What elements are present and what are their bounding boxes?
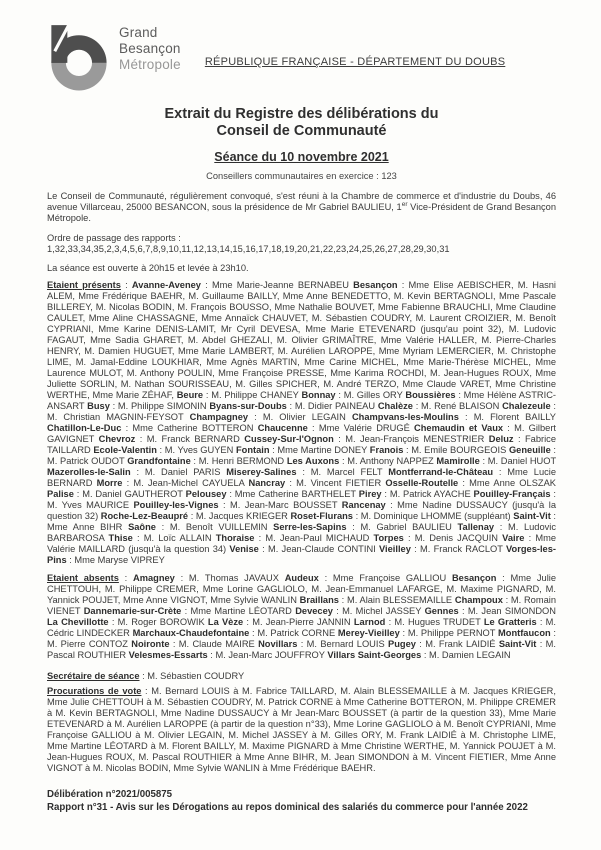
logo-wordmark	[119, 25, 181, 94]
deliberation-number: Délibération n°2021/005875	[47, 789, 173, 800]
grand-besancon-logo	[47, 24, 181, 94]
session-date-heading: Séance du 10 novembre 2021	[214, 150, 389, 164]
vote-proxies-paragraph: Procurations de vote : M. Bernard LOUIS à M. Fabrice TAILLARD, M. Alain BLESSEMAILLE à M. Jacques KRIEGER, Mme Julie CHETTOUH à M. Sébastien COUDRY, M. Patrick CORNE à Mme Catherine BOTTERON, M. Philippe CREMER à M. Kevin BERTAGNOLI, Mme Nadine DUSSAUCY à Mr Jean-Marc BOUSSET (à partir de la question 33), Mme Marie ETEVENARD à M. Aurélien LAROPPE (à partir de la question n°33), Mme Lorine GAGLIOLO à M. Benoît CYPRIANI, Mme Françoise GALLIOU à M. Olivier LEGAIN, M. Michel JASSEY à M. Gilles ORY, M. Frank LAIDIÉ à M. Christophe LIME, Mme Martine LÉOTARD à M. Florent BAILLY, M. Maxime PIGNARD à Mme Christine WERTHE, M. Yannick POUJET à M. Jean-Hugues ROUX, M. Pascal ROUTHIER à Mme Anne BIHR, M. Jean SIMONDON à M. Vincent FIETIER, Mme Anne VIGNOT à M. Nicolas BODIN, Mme Sylvie WANLIN à Mme Frédérique BAEHR.	[47, 686, 556, 773]
deliberation-footer	[47, 789, 556, 814]
logo-word-grand: Grand	[119, 25, 158, 40]
logo-word-metropole: Métropole	[119, 57, 181, 72]
session-secretary-line: Secrétaire de séance : M. Sébastien COUDRY	[47, 671, 245, 681]
document-header	[47, 24, 556, 94]
title-line-2: Conseil de Communauté	[216, 123, 387, 139]
rapport-order-block	[47, 233, 556, 255]
counsellors-count-line: Conseillers communautaires en exercice : 123	[206, 171, 397, 181]
rapport-order-numbers: 1,32,33,34,35,2,3,4,5,6,7,8,9,10,11,12,13,14,15,16,17,18,19,20,21,22,23,24,25,26,27,28,29,30,31	[47, 244, 450, 254]
session-hours-line: La séance est ouverte à 20h15 et levée à 23h10.	[47, 263, 249, 273]
logo-word-besancon: Besançon	[119, 41, 181, 56]
absent-members-paragraph: Etaient absents : Amagney : M. Thomas JAVAUX Audeux : Mme Françoise GALLIOU Besançon : Mme Julie CHETTOUH, M. Philippe CREMER, Mme Lorine GAGLIOLO, M. Jean-Emmanuel LAFARGE, M. Maxime PIGNARD, M. Yannick POUJET, Mme Anne VIGNOT, Mme Sylvie WANLIN Braillans : M. Alain BLESSEMAILLE Champoux : M. Romain VIENET Dannemarie-sur-Crète : Mme Martine LÉOTARD Devecey : M. Michel JASSEY Gennes : M. Jean SIMONDON La Chevillotte : M. Roger BOROWIK La Vèze : M. Jean-Pierre JANNIN Larnod : M. Hugues TRUDET Le Gratteris : M. Cédric LINDECKER Marchaux-Chaudefontaine : M. Patrick CORNE Merey-Vieilley : M. Philippe PERNOT Montfaucon : M. Pierre CONTOZ Noironte : M. Claude MAIRE Novillars : M. Bernard LOUIS Pugey : M. Frank LAIDIÉ Saint-Vit : M. Pascal ROUTHIER Velesmes-Essarts : M. Jean-Marc JOUFFROY Villars Saint-Georges : M. Damien LEGAIN	[47, 573, 557, 660]
intro-paragraph: Le Conseil de Communauté, régulièrement convoqué, s'est réuni à la Chambre de commerce et d'industrie du Doubs, 46 avenue Villarceau, 25000 BESANCON, sous la présidence de Mr Gabriel BAULIEU, 1er Vice-Président de Grand Besançon Métropole.	[47, 191, 556, 223]
report-title: Rapport n°31 - Avis sur les Dérogations au repos dominical des salariés du commerce pour l'année 2022	[47, 801, 528, 813]
grand-besancon-logo-icon	[47, 24, 109, 94]
title-line-1: Extrait du Registre des délibérations du	[164, 106, 439, 122]
republic-line: RÉPUBLIQUE FRANÇAISE - DÉPARTEMENT DU DOUBS	[204, 56, 506, 68]
present-members-paragraph: Etaient présents : Avanne-Aveney : Mme Marie-Jeanne BERNABEU Besançon : Mme Elise AEBISCHER, M. Hasni ALEM, Mme Frédérique BAEHR, M. Guillaume BAILLY, Mme Anne BENEDETTO, M. Kevin BERTAGNOLI, Mme Pascale BILLEREY, M. Nicolas BODIN, M. François BOUSSO, Mme Nathalie BOUVET, Mme Fabienne BRAUCHLI, Mme Claudine CAULET, Mme Aline CHASSAGNE, Mme Annaïck CHAUVET, M. Sébastien COUDRY, M. Laurent CROIZIER, M. Benoît CYPRIANI, Mme Karine DENIS-LAMIT, Mr Cyril DEVESA, Mme Marie ETEVENARD (jusqu'au point 32), M. Ludovic FAGAUT, Mme Sadia GHARET, M. Abdel GHEZALI, M. Olivier GRIMAÎTRE, Mme Valérie HALLER, M. Pierre-Charles HENRY, M. Damien HUGUET, Mme Marie LAMBERT, M. Aurélien LAROPPE, Mme Myriam LEMERCIER, M. Christophe LIME, M. Jamal-Eddine LOUKHIAR, Mme Agnès MARTIN, Mme Carine MICHEL, Mme Marie-Thérèse MICHEL, Mme Laurence MULOT, M. Anthony POULIN, Mme Françoise PRESSE, Mme Karima ROCHDI, M. Jean-Hugues ROUX, Mme Juliette SORLIN, M. Nathan SOURISSEAU, M. Gilles SPICHER, M. André TERZO, Mme Claude VARET, Mme Christine WERTHE, Mme Marie ZÉHAF, Beure : M. Philippe CHANEY Bonnay : M. Gilles ORY Boussières : Mme Hélène ASTRIC-ANSART Busy : M. Philippe SIMONIN Byans-sur-Doubs : M. Didier PAINEAU Chalèze : M. René BLAISON Chalezeule : M. Christian MAGNIN-FEYSOT Champagney : M. Olivier LEGAIN Champvans-les-Moulins : M. Florent BAILLY Chatillon-Le-Duc : Mme Catherine BOTTERON Chaucenne : Mme Valérie DRUGÉ Chemaudin et Vaux : M. Gilbert GAVIGNET Chevroz : M. Franck BERNARD Cussey-Sur-l'Ognon : M. Jean-François MENESTRIER Deluz : Fabrice TAILLARD Ecole-Valentin : M. Yves GUYEN Fontain : Mme Martine DONEY Franois : M. Emile BOURGEOIS Geneuille : M. Patrick OUDOT Grandfontaine : M. Henri BERMOND Les Auxons : M. Anthony NAPPEZ Mamirolle : M. Daniel HUOT Mazerolles-le-Salin : M. Daniel PARIS Miserey-Salines : M. Marcel FELT Montferrand-le-Château : Mme Lucie BERNARD Morre : M. Jean-Michel CAYUELA Nancray : M. Vincent FIETIER Osselle-Routelle : Mme Anne OLSZAK Palise : M. Daniel GAUTHEROT Pelousey : Mme Catherine BARTHELET Pirey : M. Patrick AYACHE Pouilley-Français : M. Yves MAURICE Pouilley-les-Vignes : M. Jean-Marc BOUSSET Rancenay : Mme Nadine DUSSAUCY (jusqu'à la question 32) Roche-Lez-Beaupré : M. Jacques KRIEGER Roset-Flurans : M. Dominique LHOMME (suppléant) Saint-Vit : Mme Anne BIHR Saône : M. Benoît VUILLEMIN Serre-les-Sapins : M. Gabriel BAULIEU Tallenay : M. Ludovic BARBAROSA Thise : M. Loïc ALLAIN Thoraise : M. Jean-Paul MICHAUD Torpes : M. Denis JACQUIN Vaire : Mme Valérie MAILLARD (jusqu'à la question 34) Venise : M. Jean-Claude CONTINI Vieilley : M. Franck RACLOT Vorges-les-Pins : Mme Maryse VIPREY	[47, 280, 557, 565]
rapport-order-label: Ordre de passage des rapports :	[47, 233, 181, 243]
document-title	[47, 106, 556, 140]
